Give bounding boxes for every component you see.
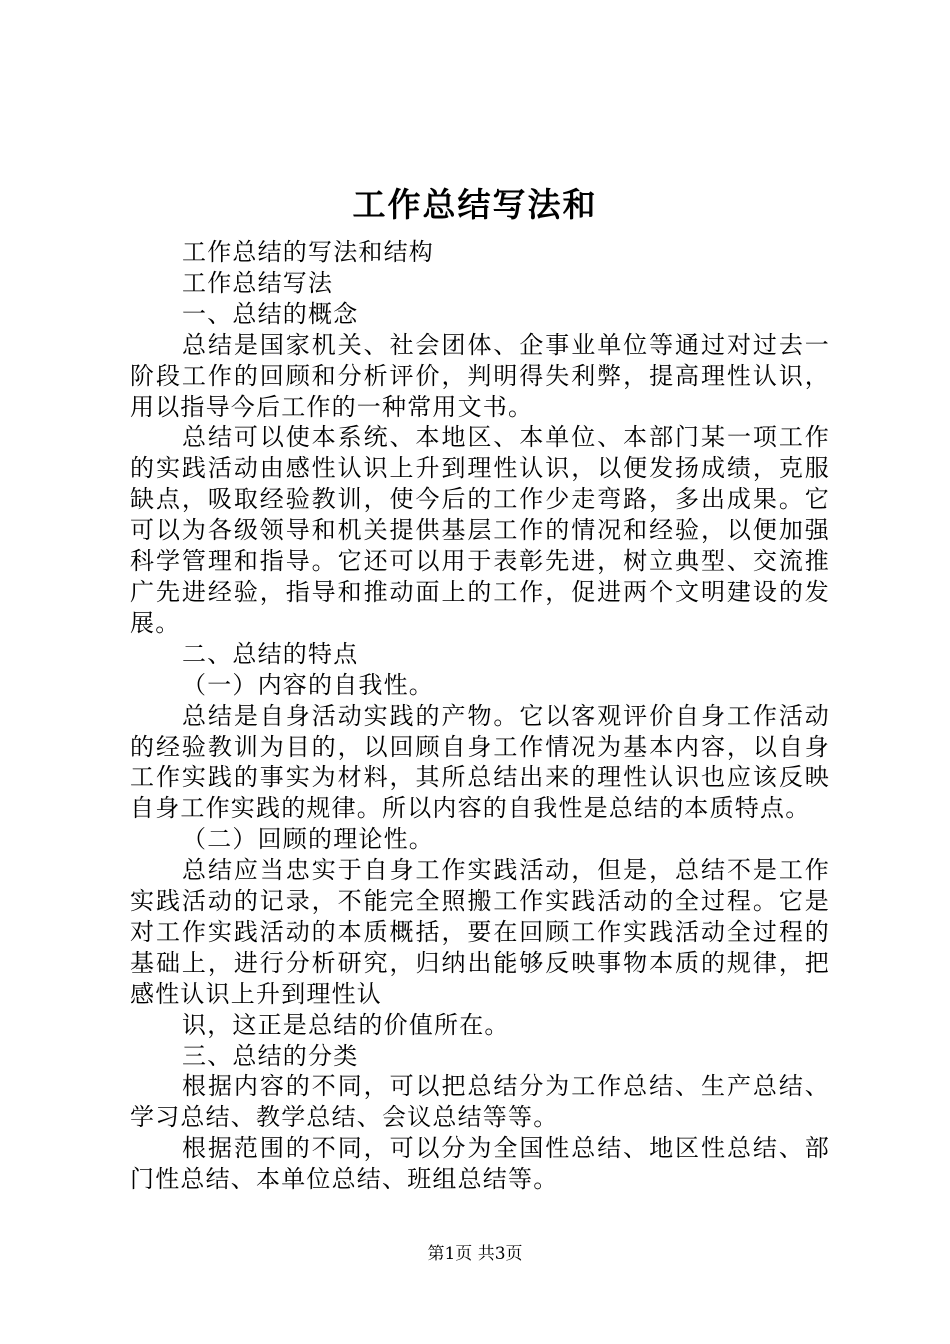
subsection-heading: （一）内容的自我性。 bbox=[182, 670, 434, 699]
section-heading: 一、总结的概念 bbox=[182, 299, 359, 328]
document-body bbox=[130, 237, 830, 1195]
paragraph: 总结是国家机关、社会团体、企事业单位等通过对过去一阶段工作的回顾和分析评价，判明得失利弊，提高理性认识，用以指导今后工作的一种常用文书。 bbox=[130, 330, 830, 421]
paragraph: 总结是自身活动实践的产物。它以客观评价自身工作活动的经验教训为目的，以回顾自身工作情况为基本内容，以自身工作实践的事实为材料，其所总结出来的理性认识也应该反映自身工作实践的规律。所以内容的自我性是总结的本质特点。 bbox=[130, 701, 830, 823]
paragraph: 识，这正是总结的价值所在。 bbox=[182, 1010, 510, 1039]
paragraph: 根据范围的不同，可以分为全国性总结、地区性总结、部门性总结、本单位总结、班组总结等。 bbox=[130, 1134, 830, 1194]
page-footer: 第1页 共3页 bbox=[427, 1244, 523, 1264]
paragraph: 根据内容的不同，可以把总结分为工作总结、生产总结、学习总结、教学总结、会议总结等等。 bbox=[130, 1072, 830, 1132]
section-heading: 二、总结的特点 bbox=[182, 639, 359, 668]
paragraph: 总结应当忠实于自身工作实践活动，但是，总结不是工作实践活动的记录，不能完全照搬工作实践活动的全过程。它是对工作实践活动的本质概括，要在回顾工作实践活动全过程的基础上，进行分析研究，归纳出能够反映事物本质的规律，把感性认识上升到理性认 bbox=[130, 856, 830, 1008]
paragraph: 工作总结写法 bbox=[182, 268, 334, 297]
paragraph: 工作总结的写法和结构 bbox=[182, 238, 434, 266]
paragraph: 总结可以使本系统、本地区、本单位、本部门某一项工作的实践活动由感性认识上升到理性认识，以便发扬成绩，克服缺点，吸取经验教训，使今后的工作少走弯路，多出成果。它可以为各级领导和机关提供基层工作的情况和经验，以便加强科学管理和指导。它还可以用于表彰先进，树立典型、交流推广先进经验，指导和推动面上的工作，促进两个文明建设的发展。 bbox=[130, 423, 830, 637]
document-title: 工作总结写法和 bbox=[352, 185, 598, 224]
subsection-heading: （二）回顾的理论性。 bbox=[182, 825, 434, 854]
section-heading: 三、总结的分类 bbox=[182, 1041, 359, 1070]
